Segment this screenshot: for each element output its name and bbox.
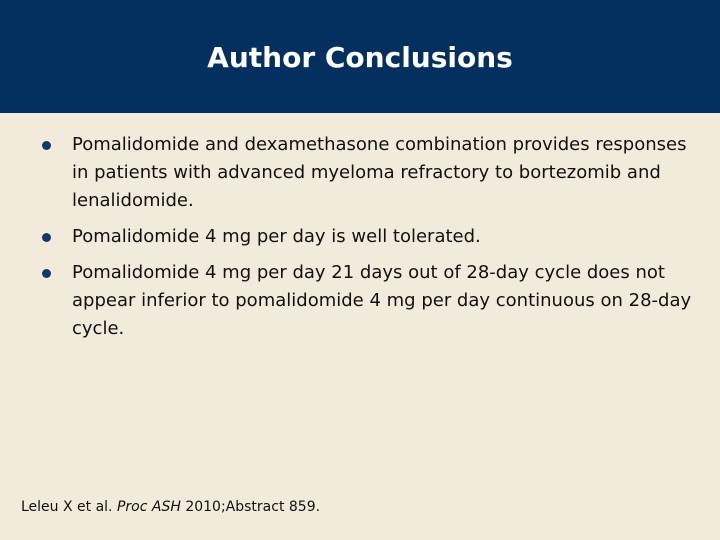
bullet-text: Pomalidomide 4 mg per day is well tolerated. xyxy=(72,226,481,247)
bullet-icon xyxy=(42,233,51,242)
citation-details: 2010;Abstract 859. xyxy=(185,499,321,515)
citation xyxy=(21,495,320,519)
conclusion-bullet xyxy=(0,223,720,251)
citation-journal: Proc ASH xyxy=(116,499,181,515)
conclusion-bullet xyxy=(0,131,720,215)
bullet-text: Pomalidomide and dexamethasone combination provides responses in patients with advanced myeloma refractory to bortezomib and lenalidomide. xyxy=(72,134,687,211)
bullet-icon xyxy=(42,141,51,150)
conclusions-list xyxy=(0,131,720,351)
slide-title: Author Conclusions xyxy=(207,41,513,74)
bullet-icon xyxy=(42,269,51,278)
conclusion-bullet xyxy=(0,259,720,343)
citation-authors: Leleu X et al. xyxy=(21,499,113,515)
bullet-text: Pomalidomide 4 mg per day 21 days out of 28-day cycle does not appear inferior to pomalidomide 4 mg per day continuous on 28-day cycle. xyxy=(72,262,692,339)
title-bar xyxy=(0,0,720,113)
